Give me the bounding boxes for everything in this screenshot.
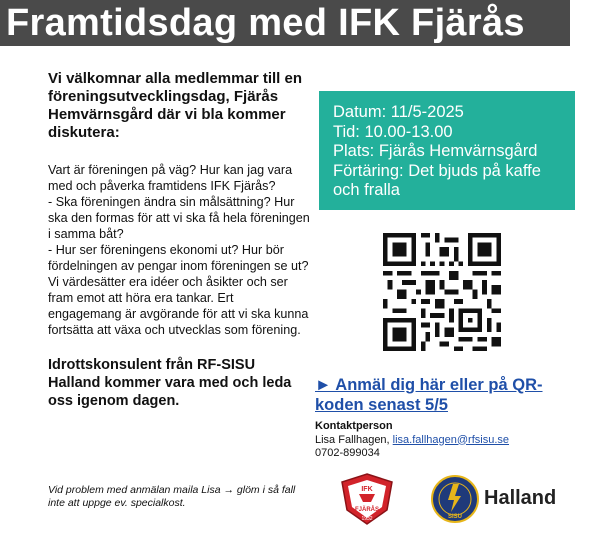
svg-text:IFK: IFK — [361, 486, 373, 493]
qr-code[interactable] — [383, 233, 501, 351]
contact-name: Lisa Fallhagen, — [315, 433, 390, 446]
event-info-box — [319, 91, 575, 210]
event-food: Förtäring: Det bjuds på kaffe och fralla — [333, 161, 541, 199]
event-date: Datum: 11/5-2025 — [333, 103, 464, 121]
contact-heading: Kontaktperson — [315, 420, 393, 432]
intro-text: Vi välkomnar alla medlemmar till en föreningsutvecklingsdag, Fjärås Hemvärnsgård där vi bla kommer diskutera: — [48, 70, 303, 141]
register-link[interactable]: ► Anmäl dig här eller på QR-koden senast 5/5 — [315, 376, 543, 414]
rf-sisu-logo — [430, 474, 480, 524]
contact-block — [315, 420, 585, 461]
svg-text:FJÄRÅS: FJÄRÅS — [354, 507, 380, 513]
title-bar — [0, 0, 570, 46]
footnote: Vid problem med anmälan maila Lisa → glöm i så fall inte att uppge ev. specialkost. — [48, 484, 296, 509]
event-time: Tid: 10.00-13.00 — [333, 122, 453, 141]
contact-phone: 0702-899034 — [315, 447, 380, 459]
ifk-fjaras-logo — [339, 472, 395, 526]
page-title: Framtidsdag med IFK Fjärås — [6, 2, 525, 44]
event-place: Plats: Fjärås Hemvärnsgård — [333, 142, 538, 160]
halland-logo-text: Halland — [484, 487, 557, 509]
body-text: Vart är föreningen på väg? Hur kan jag vara med och påverka framtidens IFK Fjärås? - Ska föreningen ändra sin målsättning? Hur ska den formas för att vi ska få hela föreningen i samma båt? - Hur ser föreningens ekonomi ut? Hur bör fördelningen av pengar inom föreningen se ut? Vi värdesätter era idéer och åsikter och ser fram emot att höra era tankar. Ert engagemang är avgörande för att vi ska kunna fortsätta att växa och utvecklas som förening. — [48, 163, 310, 337]
contact-email-link[interactable]: lisa.fallhagen@rfsisu.se — [392, 433, 510, 446]
consultant-text: Idrottskonsulent från RF-SISU Halland kommer vara med och leda oss igenom dagen. — [48, 357, 292, 409]
contact-name-line — [315, 434, 585, 448]
svg-text:1932: 1932 — [361, 516, 373, 522]
left-column — [48, 70, 310, 410]
svg-text:SISU: SISU — [447, 514, 463, 520]
